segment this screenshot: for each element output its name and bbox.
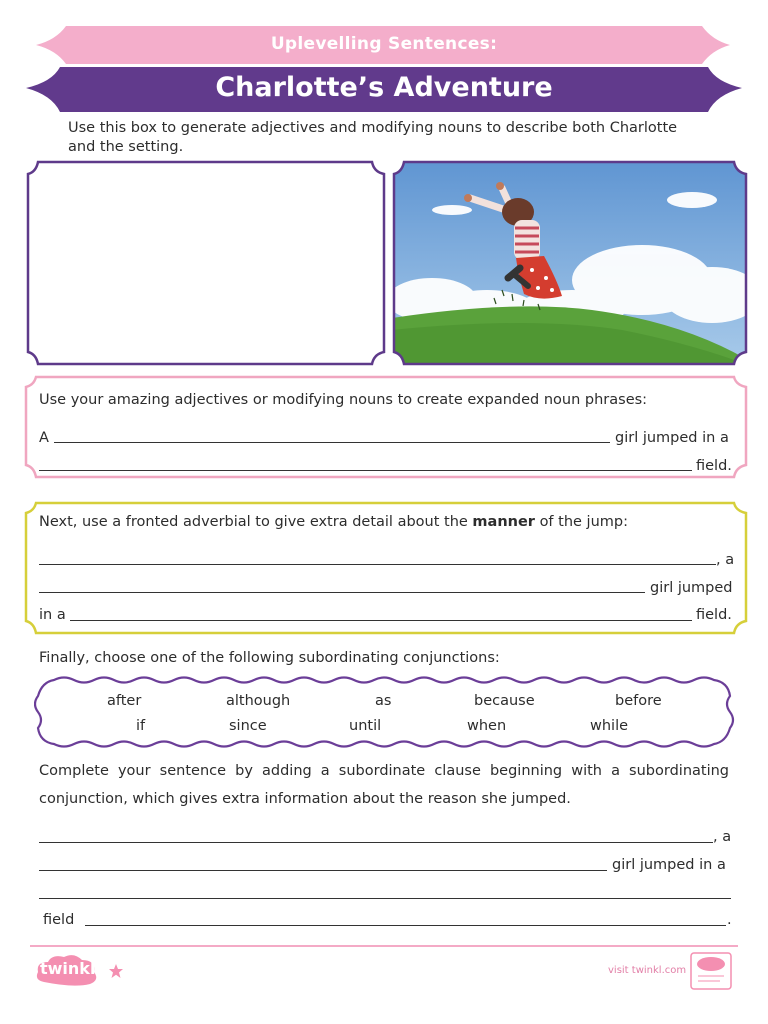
final-line1-blank[interactable] <box>39 842 713 843</box>
fronted-instruction-pre: Next, use a fronted adverbial to give extra detail about the <box>39 514 468 530</box>
fronted-line3-prefix: in a <box>39 607 66 623</box>
fronted-line2-blank[interactable] <box>39 592 645 593</box>
conjunctions-wavy-box <box>34 676 736 748</box>
expanded-line2-blank[interactable] <box>39 470 692 471</box>
intro-line-1: Use this box to generate adjectives and modifying nouns to describe both Charlotte <box>68 120 678 136</box>
expanded-instruction: Use your amazing adjectives or modifying nouns to create expanded noun phrases: <box>39 392 648 408</box>
adjective-writing-box[interactable] <box>26 160 386 368</box>
fronted-line1-suffix: , a <box>716 552 735 568</box>
expanded-line2-suffix: field. <box>696 458 732 474</box>
fronted-instruction-post: of the jump: <box>539 514 628 530</box>
final-line3-blank[interactable] <box>39 898 731 899</box>
story-image-panel <box>392 160 748 368</box>
fronted-line2-suffix: girl jumped <box>650 580 733 596</box>
page-title: Charlotte’s Adventure <box>215 72 553 103</box>
final-line4-suffix: . <box>727 912 732 928</box>
fronted-instruction <box>39 513 628 532</box>
final-line4-prefix: field <box>43 912 75 928</box>
final-line2-suffix: girl jumped in a <box>612 857 726 873</box>
conjunction-when: when <box>467 718 507 734</box>
final-line1-suffix: , a <box>713 829 732 845</box>
conjunction-as: as <box>375 693 392 709</box>
intro-line-2: and the setting. <box>68 139 184 155</box>
visit-twinkl-link[interactable]: visit twinkl.com <box>608 965 687 976</box>
expanded-line1-blank[interactable] <box>54 442 610 443</box>
final-line4-blank[interactable] <box>85 925 726 926</box>
conjunction-although: although <box>226 693 291 709</box>
final-instruction-line1: Complete your sentence by adding a subordinate clause beginning with a subordinating <box>39 763 729 779</box>
page-subtitle: Uplevelling Sentences: <box>270 34 498 54</box>
twinkl-logo-text: twinkl <box>40 959 96 978</box>
fronted-line3-blank[interactable] <box>70 620 692 621</box>
conjunction-if: if <box>136 718 146 734</box>
quality-badge-icon <box>690 952 734 992</box>
fronted-line3-suffix: field. <box>696 607 732 623</box>
conjunction-because: because <box>474 693 535 709</box>
star-icon <box>108 963 124 979</box>
conjunction-while: while <box>590 718 629 734</box>
conjunction-since: since <box>229 718 267 734</box>
fronted-instruction-bold: manner <box>472 514 535 530</box>
footer-divider <box>30 945 738 947</box>
conjunction-until: until <box>349 718 382 734</box>
final-line2-blank[interactable] <box>39 870 607 871</box>
conjunction-before: before <box>615 693 662 709</box>
final-instruction-line2: conjunction, which gives extra information about the reason she jumped. <box>39 791 571 807</box>
expanded-line1-suffix: girl jumped in a <box>615 430 729 446</box>
conjunction-after: after <box>107 693 142 709</box>
fronted-line1-blank[interactable] <box>39 564 716 565</box>
conjunctions-instruction: Finally, choose one of the following subordinating conjunctions: <box>39 650 500 666</box>
expanded-line1-prefix: A <box>39 430 49 446</box>
